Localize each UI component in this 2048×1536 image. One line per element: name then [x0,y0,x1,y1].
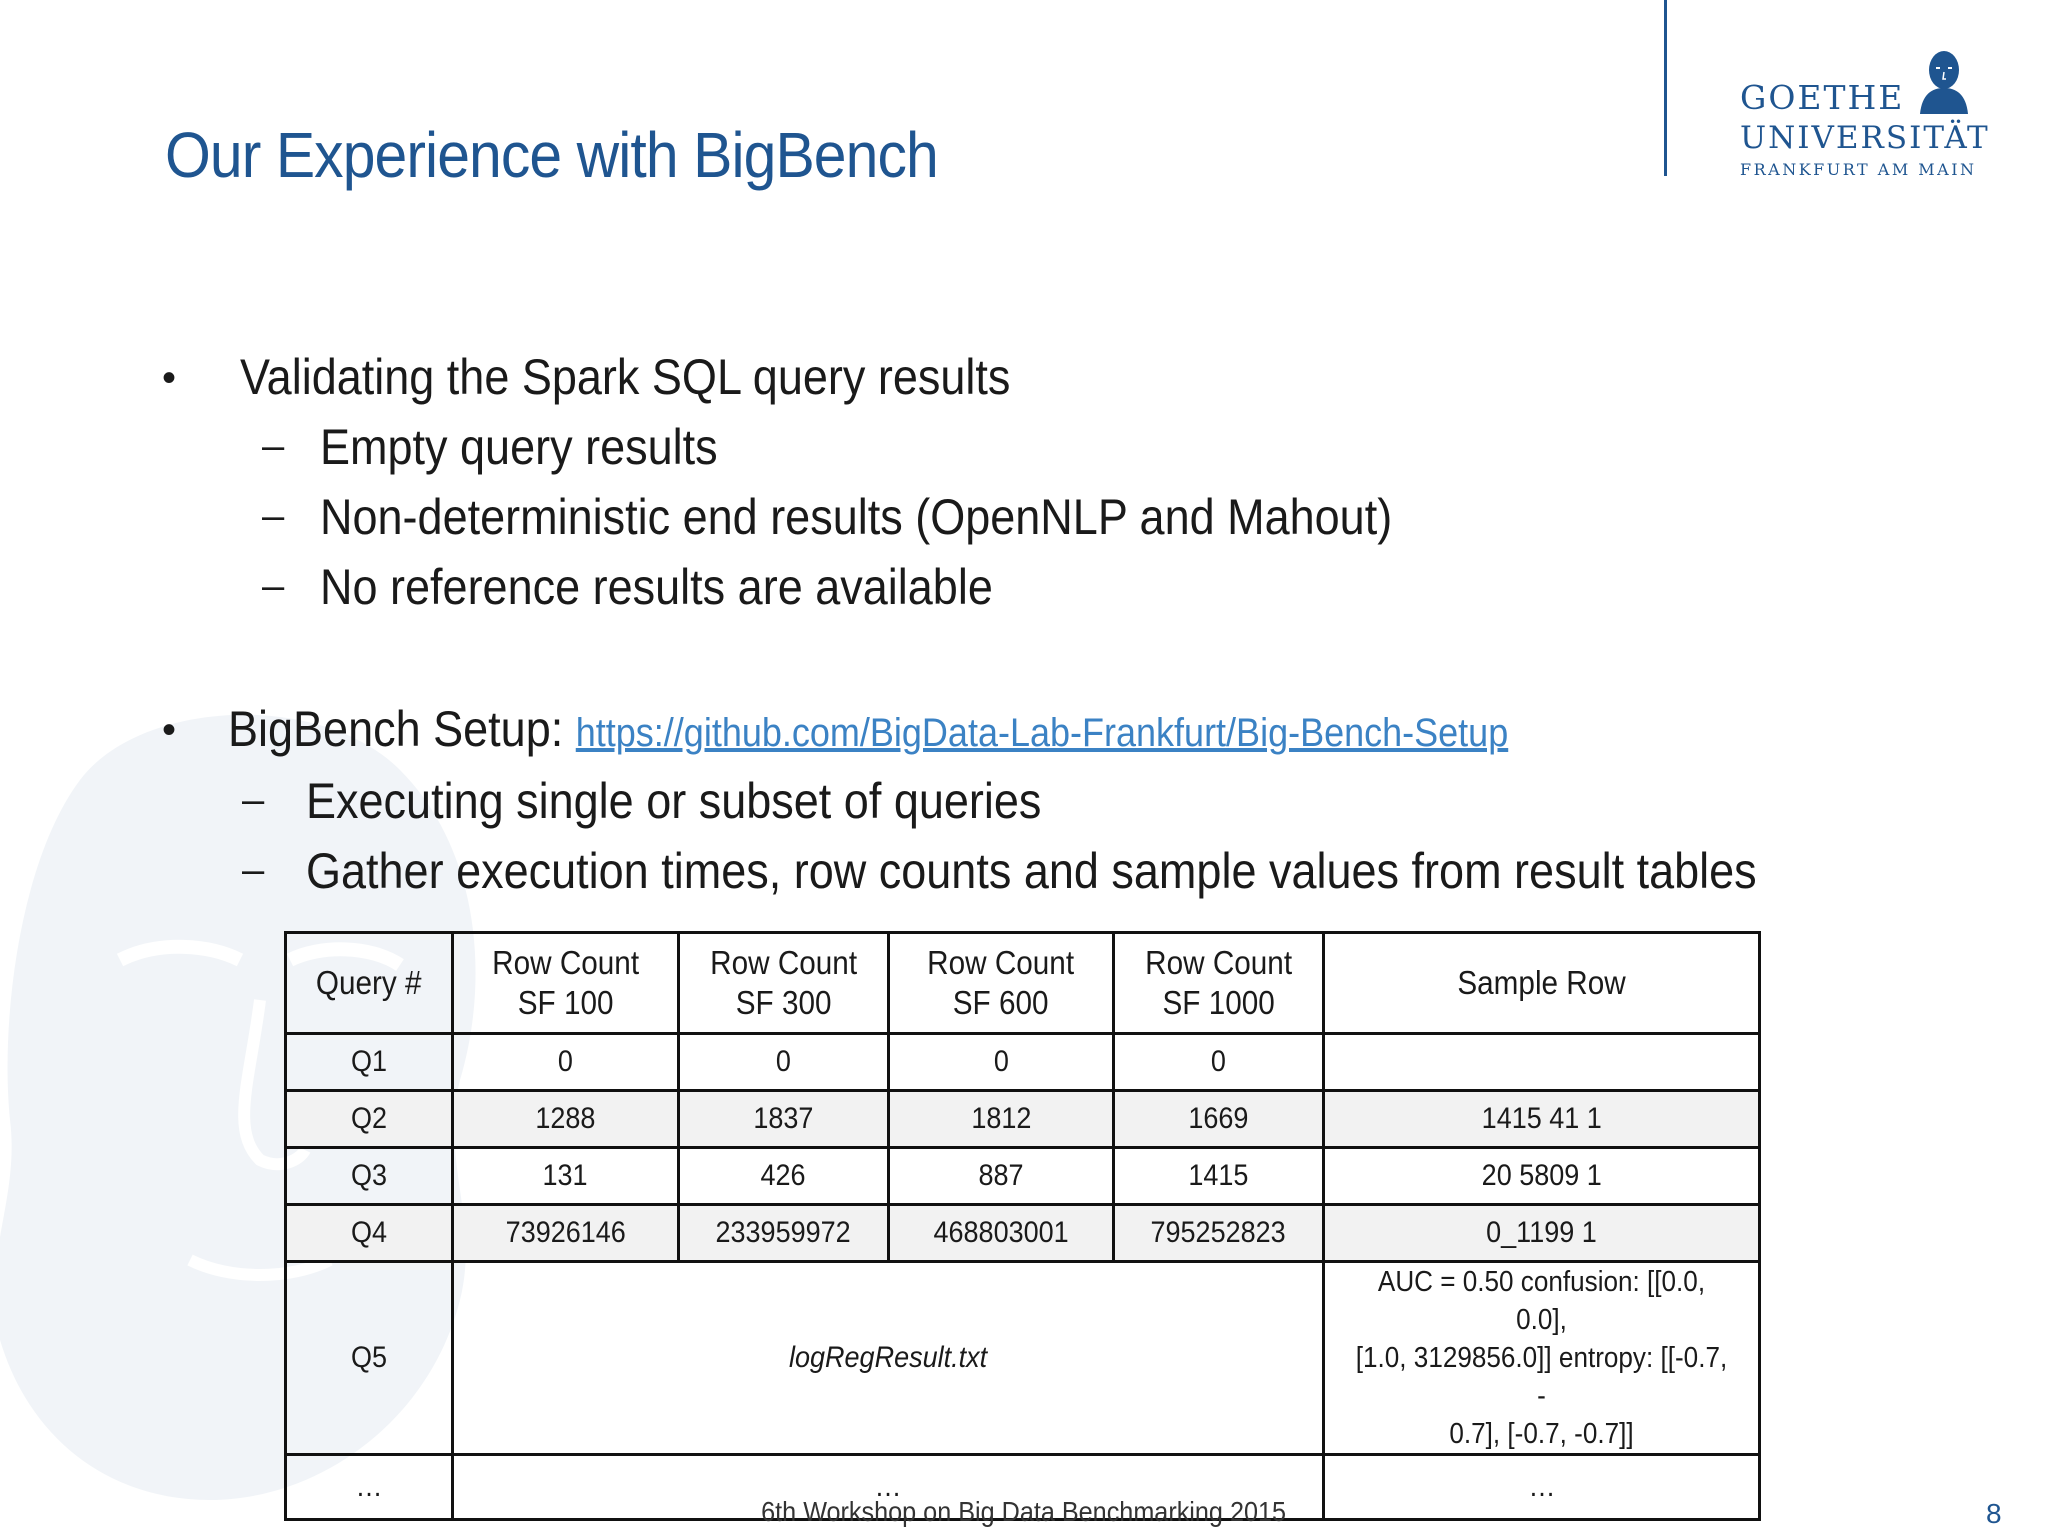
logo-frankfurt-text: FRANKFURT AM MAIN [1740,160,1977,179]
bullet-1-text: Validating the Spark SQL query results [240,349,1011,405]
table-cell-result-file: logRegResult.txt [453,1262,1324,1455]
table-cell: … [453,1455,1324,1520]
bullet-2-label: BigBench Setup: [228,701,576,757]
table-cell: … [286,1455,453,1520]
bigbench-setup-link[interactable]: https://github.com/BigData-Lab-Frankfurt/Big-Bench-Setup [575,711,1509,755]
table-cell [1324,1034,1760,1091]
table-cell: 0 [453,1034,679,1091]
table-cell: 73926146 [453,1205,679,1262]
dash-icon: – [242,848,265,892]
bullet-2-sub-2: Gather execution times, row counts and sample values from result tables [306,843,1757,899]
bullet-2-sub-1: Executing single or subset of queries [306,773,1042,829]
table-cell: 426 [679,1148,889,1205]
header-query: Query # [286,933,453,1034]
page-number: 8 [1986,1498,2002,1529]
table-row [286,1262,1760,1455]
table-cell: Q4 [286,1205,453,1262]
table-cell: 0 [1114,1034,1324,1091]
table-cell: 1812 [889,1091,1114,1148]
table-cell: Q5 [286,1262,453,1455]
table-cell: 1669 [1114,1091,1324,1148]
header-sf100: Row Count SF 100 [453,933,679,1034]
table-cell: 1837 [679,1091,889,1148]
dash-icon: – [262,494,285,538]
table-cell: 131 [453,1148,679,1205]
table-cell: … [1324,1455,1760,1520]
results-table [284,931,1761,1521]
dash-icon: – [262,564,285,608]
dash-icon: – [262,424,285,468]
table-cell-sample: AUC = 0.50 confusion: [[0.0, 0.0], [1.0, 3129856.0]] entropy: [[-0.7, - 0.7], [-0.7, -0.7]] [1324,1262,1760,1455]
header-sf600: Row Count SF 600 [889,933,1114,1034]
header-divider [1664,0,1667,176]
slide-footer: 6th Workshop on Big Data Benchmarking 2015 [761,1496,1287,1527]
table-cell: 0_1199 1 [1324,1205,1760,1262]
university-logo [1740,48,1990,188]
table-cell: 468803001 [889,1205,1114,1262]
logo-goethe-text: GOETHE [1740,78,1905,117]
table-header-row [286,933,1760,1034]
header-sf300: Row Count SF 300 [679,933,889,1034]
bullet-1-sub-3: No reference results are available [320,559,993,615]
bullet-2-text [228,700,1508,758]
bullet-1-sub-2: Non-deterministic end results (OpenNLP and Mahout) [320,489,1393,545]
table-cell: 0 [889,1034,1114,1091]
bullet-dot-icon: • [162,708,177,752]
dash-icon: – [242,778,265,822]
table-cell: 233959972 [679,1205,889,1262]
table-cell: 20 5809 1 [1324,1148,1760,1205]
bullet-dot-icon: • [162,356,177,400]
goethe-bust-icon [1912,48,1976,114]
table-cell: 1415 [1114,1148,1324,1205]
table-row [286,1148,1760,1205]
table-cell: Q1 [286,1034,453,1091]
table-cell: Q2 [286,1091,453,1148]
table-cell: Q3 [286,1148,453,1205]
table-row [286,1205,1760,1262]
header-sample-row: Sample Row [1324,933,1760,1034]
table-cell: 0 [679,1034,889,1091]
logo-universitaet-text: UNIVERSITÄT [1740,120,1990,156]
bullet-1-sub-1: Empty query results [320,419,718,475]
table-cell: 887 [889,1148,1114,1205]
slide-title: Our Experience with BigBench [165,119,938,191]
table-cell: 1288 [453,1091,679,1148]
table-cell: 795252823 [1114,1205,1324,1262]
table-row [286,1034,1760,1091]
table-cell: 1415 41 1 [1324,1091,1760,1148]
header-sf1000: Row Count SF 1000 [1114,933,1324,1034]
table-row [286,1091,1760,1148]
